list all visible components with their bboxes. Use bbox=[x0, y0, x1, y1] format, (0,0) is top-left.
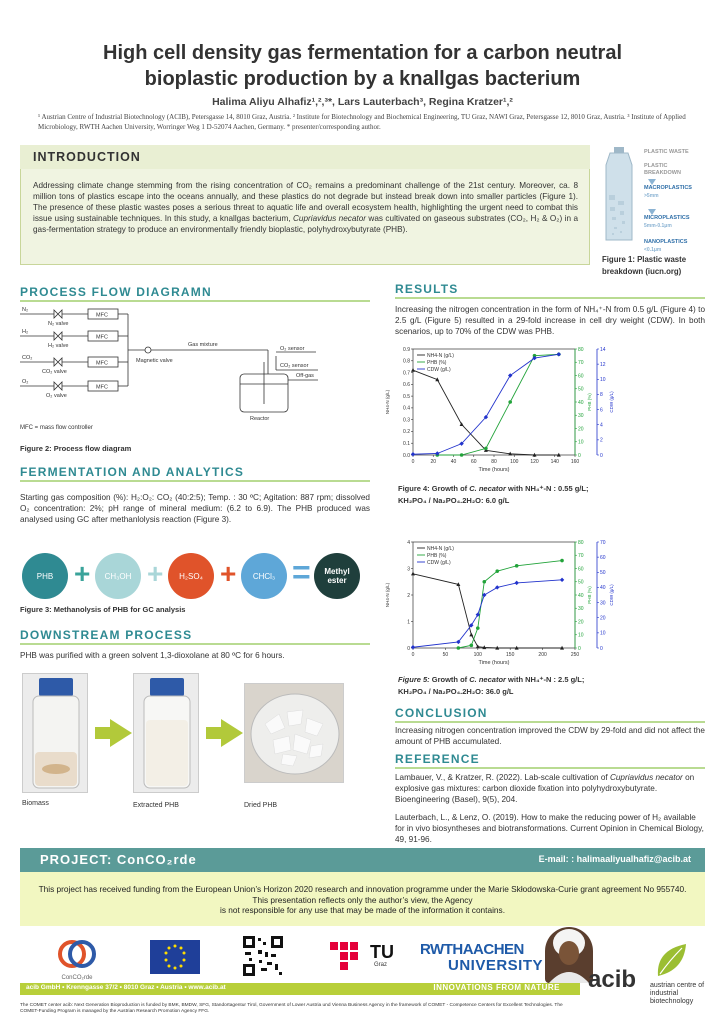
x-tick-label: 0 bbox=[411, 652, 415, 658]
y-tick-label: 0.3 bbox=[403, 417, 410, 424]
y2-tick-label: 60 bbox=[578, 566, 584, 573]
x-tick-label: 160 bbox=[570, 459, 580, 465]
y2-tick-label: 80 bbox=[578, 346, 584, 353]
conclusion-text: Increasing nitrogen concentration improved the CDW by 29-fold and did not affect the amount of PHB accumulated. bbox=[395, 726, 705, 746]
mfc-2-label: MFC bbox=[96, 334, 108, 341]
biomass-photo bbox=[22, 673, 88, 793]
y3-tick-label: 12 bbox=[600, 361, 606, 368]
x-tick-label: 50 bbox=[442, 652, 449, 658]
data-point bbox=[476, 644, 480, 648]
y-axis-label: NH4-N (g/L) bbox=[385, 389, 390, 415]
y2-axis-label: PHB (%) bbox=[587, 393, 592, 411]
reagent-sulfuric-acid: H₂SO₄ bbox=[168, 553, 214, 599]
acib-logo-text: acib bbox=[588, 966, 637, 993]
conco2rde-logo-icon bbox=[52, 938, 102, 970]
rwth-logo-line-2: UNIVERSITY bbox=[448, 957, 544, 974]
y-tick-label: 2 bbox=[407, 592, 410, 599]
y2-tick-label: 0 bbox=[578, 645, 581, 652]
gas-o2-label: O₂ bbox=[22, 379, 29, 385]
process-flow-diagram bbox=[18, 304, 338, 424]
data-point bbox=[557, 352, 561, 356]
conco2rde-logo bbox=[52, 938, 102, 981]
data-point bbox=[457, 646, 461, 650]
y2-tick-label: 70 bbox=[578, 553, 584, 560]
data-point bbox=[411, 572, 415, 576]
y2-tick-label: 40 bbox=[578, 592, 584, 599]
conclusion-heading: CONCLUSION bbox=[395, 706, 488, 720]
eu-stars-icon bbox=[150, 940, 200, 974]
o2-sensor-label: O₂ sensor bbox=[280, 346, 305, 352]
legend-entry: CDW (g/L) bbox=[427, 559, 451, 566]
fig5-caption-d: KH₂PO₄ / Na₂PO₄.2H₂O: 36.0 g/L bbox=[398, 687, 514, 696]
introduction-header bbox=[20, 145, 590, 169]
footer-address: acib GmbH • Krenngasse 37/2 • 8010 Graz • Austria • www.acib.at bbox=[26, 984, 226, 991]
tu-logo-text: TU bbox=[370, 942, 394, 962]
y-tick-label: 0.4 bbox=[403, 405, 410, 412]
acib-leaf-icon bbox=[650, 940, 690, 980]
title-line-1: High cell density gas fermentation for a carbon neutral bbox=[103, 42, 622, 64]
footer-bar bbox=[20, 983, 580, 995]
affiliations: ¹ Austrian Centre of Industrial Biotechnology (ACIB), Petersgasse 14, 8010 Graz, Austria. ² Institute for Biotechnology and Biochemical Engineering, TU Graz, NAWI Graz, Petersgasse 12, 8010 Graz, Austria. ³ Institute of Applied Microbiology, RWTH Aachen University, Worringer Weg 1 D-52074 Aachen, Germany. * presenter/corresponding author. bbox=[38, 113, 686, 131]
fig4-caption-species: C. necator bbox=[469, 484, 506, 493]
mfc-legend: MFC = mass flow controller bbox=[20, 425, 93, 431]
data-point bbox=[470, 644, 474, 648]
y3-tick-label: 10 bbox=[600, 377, 606, 384]
fig5-caption-b: Growth of bbox=[431, 675, 470, 684]
rwth-aachen-logo bbox=[420, 941, 544, 976]
project-bar bbox=[20, 848, 705, 872]
downstream-heading: DOWNSTREAM PROCESS bbox=[20, 628, 193, 642]
intro-text-part-1: Addressing climate change stemming from the rising concentration of CO₂ remains a predominant challenge of the 21st century. Moreover, ca. 8 million tons of plastics escape into the oceans annually, and these plastics do not degrade but instead break down into smaller particles (Figure 1). The presence of these plastic wastes poses a serious threat to aquatic life and overall ecosystem health, highlighting the urgent need to combat this issue using sustainable techniques. In this study, a knallgas bacterium, bbox=[33, 181, 578, 223]
y-tick-label: 4 bbox=[407, 539, 410, 546]
legend-entry: PHB (%) bbox=[427, 359, 447, 366]
dried-phb-photo bbox=[244, 683, 344, 783]
introduction-heading: INTRODUCTION bbox=[33, 150, 141, 164]
presenter-photo bbox=[545, 927, 593, 983]
legend-entry: NH4-N (g/L) bbox=[427, 352, 454, 359]
y3-tick-label: 20 bbox=[600, 615, 606, 622]
authors: Halima Aliyu Alhafiz¹,²,³*, Lars Lauterbach³, Regina Kratzer¹,² bbox=[212, 96, 513, 108]
plus-icon-1: + bbox=[74, 558, 91, 589]
y2-axis-label: PHB (%) bbox=[587, 586, 592, 604]
x-tick-label: 140 bbox=[550, 459, 559, 465]
n2-valve-label: N₂ valve bbox=[48, 321, 69, 327]
y3-axis-label: CDW (g/L) bbox=[609, 391, 614, 413]
reagent-phb: PHB bbox=[22, 553, 68, 599]
acib-full-name: austrian centre of industrial biotechnology bbox=[650, 982, 705, 1005]
y2-tick-label: 50 bbox=[578, 579, 584, 586]
microplastics-label: MICROPLASTICS bbox=[644, 215, 690, 221]
figure-2-caption: Figure 2: Process flow diagram bbox=[20, 444, 132, 453]
funding-line-2: This presentation reflects only the author’s view, the Agency bbox=[252, 894, 473, 905]
arrow-right-icon-1 bbox=[110, 719, 132, 747]
data-point bbox=[482, 580, 486, 584]
y-tick-label: 0 bbox=[407, 645, 410, 652]
y-tick-label: 0.5 bbox=[403, 393, 410, 400]
figure-5-caption bbox=[398, 674, 708, 698]
mfc-4-label: MFC bbox=[96, 384, 108, 391]
tu-graz-blocks-icon bbox=[330, 942, 370, 972]
introduction-text bbox=[33, 180, 578, 235]
gas-co2-label: CO₂ bbox=[22, 355, 33, 361]
data-point bbox=[514, 581, 518, 585]
x-tick-label: 150 bbox=[506, 652, 515, 658]
plus-icon-3: + bbox=[220, 558, 237, 589]
y-tick-label: 0.2 bbox=[403, 429, 410, 436]
x-tick-label: 40 bbox=[450, 459, 457, 465]
y3-tick-label: 50 bbox=[600, 570, 606, 577]
y3-tick-label: 4 bbox=[600, 422, 603, 429]
contact-email[interactable]: E-mail: : halimaaliyualhafiz@acib.at bbox=[538, 854, 691, 864]
data-point bbox=[508, 400, 512, 404]
y2-tick-label: 20 bbox=[578, 619, 584, 626]
data-point bbox=[515, 564, 519, 568]
acib-logo bbox=[588, 940, 708, 1010]
ref1-b: on explosive gas mixtures: carbon dioxide fixation into polyhydroxybutyrate. Bioengineering (Basel), 9(5), 204. bbox=[395, 773, 695, 804]
intro-text-part-2: was cultivated on gaseous substrates (CO₂, H₂ & O₂) in a gas-fermentation strategy to produce an environmentally friendly bioplastic, polyhydroxybutyrate (PHB). bbox=[33, 214, 578, 234]
data-point bbox=[484, 447, 488, 451]
nanoplastics-size: <0.1μm bbox=[644, 247, 662, 253]
results-text: Increasing the nitrogen concentration in the form of NH₄⁺-N from 0.5 g/L (Figure 4) to 2.5 g/L (Figure 5) resulted in a 29-fold increase in cell dry weight (CDW). In both scenarios, up to 70% of the CDW was PHB. bbox=[395, 305, 705, 336]
fermentation-heading: FERMENTATION AND ANALYTICS bbox=[20, 465, 245, 479]
y2-tick-label: 0 bbox=[578, 452, 581, 459]
results-heading: RESULTS bbox=[395, 282, 459, 296]
y2-tick-label: 50 bbox=[578, 386, 584, 393]
y-tick-label: 1 bbox=[407, 619, 410, 626]
rwth-logo-line-1: RWTHAACHEN bbox=[420, 941, 524, 958]
figure-3-caption: Figure 3: Methanolysis of PHB for GC analysis bbox=[20, 605, 186, 614]
dried-phb-label: Dried PHB bbox=[244, 802, 278, 809]
data-point bbox=[469, 633, 473, 637]
microplastics-size: 5mm-0.1μm bbox=[644, 223, 672, 229]
fermentation-rule bbox=[20, 480, 370, 482]
y-tick-label: 3 bbox=[407, 566, 410, 573]
y2-tick-label: 80 bbox=[578, 539, 584, 546]
gas-h2-label: H₂ bbox=[22, 329, 29, 335]
conco2rde-logo-text: ConCO₂rde bbox=[61, 975, 93, 981]
biomass-label: Biomass bbox=[22, 800, 49, 807]
data-point bbox=[495, 569, 499, 573]
funding-line-3: is not responsible for any use that may be made of the information it contains. bbox=[219, 905, 505, 915]
plastic-breakdown-label: PLASTIC BREAKDOWN bbox=[644, 163, 681, 176]
h2-valve-label: H₂ valve bbox=[48, 343, 69, 349]
data-point bbox=[411, 645, 415, 649]
series-line-2 bbox=[413, 580, 562, 647]
offgas-label: Off-gas bbox=[296, 373, 314, 379]
data-point bbox=[560, 578, 564, 582]
y3-tick-label: 60 bbox=[600, 554, 606, 561]
results-rule bbox=[395, 297, 705, 299]
series-line-0 bbox=[413, 574, 562, 648]
tu-graz-logo bbox=[330, 942, 400, 976]
series-line-1 bbox=[437, 354, 559, 455]
process-flow-heading: PROCESS FLOW DIAGRAMN bbox=[20, 285, 212, 299]
fig4-caption-c: KH₂PO₄ / Na₂PO₄.2H₂O: 6.0 g/L bbox=[398, 496, 510, 505]
mfc-3-label: MFC bbox=[96, 360, 108, 367]
project-label: PROJECT: ConCO₂rde bbox=[40, 852, 197, 867]
data-point bbox=[560, 559, 564, 563]
equals-icon: = bbox=[292, 554, 311, 590]
downstream-text: PHB was purified with a green solvent 1,3-dioxolane at 80 ºC for 6 hours. bbox=[20, 651, 285, 660]
y2-tick-label: 30 bbox=[578, 606, 584, 613]
presenter-avatar-icon bbox=[545, 927, 593, 983]
plastic-waste-label: PLASTIC WASTE bbox=[644, 149, 689, 155]
legend-entry: CDW (g/L) bbox=[427, 366, 451, 373]
y-tick-label: 0.6 bbox=[403, 382, 410, 389]
x-tick-label: 20 bbox=[430, 459, 437, 465]
y-tick-label: 0.0 bbox=[403, 452, 410, 459]
y3-tick-label: 0 bbox=[600, 645, 603, 652]
conclusion-rule bbox=[395, 721, 705, 723]
y3-tick-label: 30 bbox=[600, 600, 606, 607]
title-line-2: bioplastic production by a knallgas bacterium bbox=[144, 68, 581, 90]
qr-code-graphic bbox=[243, 936, 283, 976]
x-tick-label: 250 bbox=[570, 652, 580, 658]
y2-tick-label: 10 bbox=[578, 632, 584, 639]
x-tick-label: 80 bbox=[491, 459, 497, 465]
y2-tick-label: 30 bbox=[578, 413, 584, 420]
ref1-a: Lambauer, V., & Kratzer, R. (2022). Lab-scale cultivation of bbox=[395, 773, 610, 782]
reference-2: Lauterbach, L., & Lenz, O. (2019). How to make the reducing power of H₂ available for in vivo biosyntheses and biotransformations. Current Opinion in Chemical Biology, 49, 91-96. bbox=[395, 813, 704, 844]
y3-tick-label: 10 bbox=[600, 630, 606, 637]
funding-text bbox=[35, 884, 690, 916]
reactor-label: Reactor bbox=[250, 416, 270, 422]
data-point bbox=[495, 585, 499, 589]
x-tick-label: 200 bbox=[538, 652, 547, 658]
nanoplastics-label: NANOPLASTICS bbox=[644, 239, 688, 245]
eu-flag-logo bbox=[150, 940, 200, 974]
poster-title bbox=[40, 40, 685, 92]
fig5-caption-c: with NH₄⁺-N : 2.5 g/L; bbox=[505, 675, 585, 684]
x-tick-label: 60 bbox=[470, 459, 477, 465]
reagent-chloroform: CHCl₃ bbox=[241, 553, 287, 599]
plus-icon-2: + bbox=[147, 558, 164, 589]
x-tick-label: 0 bbox=[411, 459, 415, 465]
figure-4-caption bbox=[398, 483, 708, 507]
legend-entry: NH4-N (g/L) bbox=[427, 545, 454, 552]
y3-tick-label: 8 bbox=[600, 392, 603, 399]
arrow-right-icon-2 bbox=[221, 719, 243, 747]
reagent-methanol: CH₃OH bbox=[95, 553, 141, 599]
data-point bbox=[460, 422, 464, 426]
bottle-extracted-icon bbox=[134, 674, 199, 793]
y2-tick-label: 60 bbox=[578, 373, 584, 380]
y2-tick-label: 20 bbox=[578, 426, 584, 433]
fig4-caption-b: with NH₄⁺-N : 0.55 g/L; bbox=[505, 484, 589, 493]
qr-code-icon[interactable] bbox=[243, 936, 283, 976]
data-point bbox=[411, 452, 415, 456]
data-point bbox=[460, 453, 464, 457]
y3-tick-label: 70 bbox=[600, 539, 606, 546]
magnetic-valve-label: Magnetic valve bbox=[136, 358, 173, 364]
footer-tagline: INNOVATIONS FROM NATURE bbox=[433, 983, 560, 992]
figure-1-caption: Figure 1: Plastic waste breakdown (iucn.org) bbox=[602, 255, 687, 276]
y2-tick-label: 40 bbox=[578, 399, 584, 406]
data-point bbox=[411, 368, 415, 372]
fermentation-text: Starting gas composition (%): H₂:O₂: CO₂ (40:2:5); Temp. : 30 ºC; Agitation: 887 rpm; dissolved O₂ concentration: 2%; pH range of mineral medium: (6.2 to 6.9). The PHB produced was analysed using GC after methanlolysis reaction (Figure 3). bbox=[20, 493, 370, 524]
data-point bbox=[476, 626, 480, 630]
co2-sensor-label: CO₂ sensor bbox=[280, 363, 309, 369]
y3-tick-label: 40 bbox=[600, 585, 606, 592]
y3-tick-label: 2 bbox=[600, 437, 603, 444]
figure-5-chart bbox=[375, 536, 635, 676]
x-axis-label: Time (hours) bbox=[478, 660, 510, 666]
x-axis-label: Time (hours) bbox=[478, 467, 510, 473]
intro-species: Cupriavidus necator bbox=[293, 214, 366, 223]
reference-rule bbox=[395, 767, 705, 769]
x-tick-label: 120 bbox=[530, 459, 539, 465]
downstream-rule bbox=[20, 643, 370, 645]
y3-tick-label: 0 bbox=[600, 452, 603, 459]
y3-tick-label: 6 bbox=[600, 407, 603, 414]
y3-axis-label: CDW (g/L) bbox=[609, 584, 614, 606]
y-tick-label: 0.8 bbox=[403, 358, 410, 365]
fig5-caption-a: Figure 5: bbox=[398, 675, 432, 684]
extracted-phb-photo bbox=[133, 673, 199, 793]
fig4-caption-a: Figure 4: Growth of bbox=[398, 484, 470, 493]
mfc-1-label: MFC bbox=[96, 312, 108, 319]
reference-1 bbox=[395, 772, 705, 805]
series-line-0 bbox=[413, 370, 559, 455]
macroplastics-size: >5mm bbox=[644, 193, 659, 199]
gas-n2-label: N₂ bbox=[22, 307, 29, 313]
series-line-1 bbox=[458, 561, 562, 648]
y2-tick-label: 70 bbox=[578, 360, 584, 367]
y-tick-label: 0.1 bbox=[403, 441, 410, 448]
extracted-phb-label: Extracted PHB bbox=[133, 802, 179, 809]
o2-valve-label: O₂ valve bbox=[46, 393, 67, 399]
y-tick-label: 0.7 bbox=[403, 370, 410, 377]
dish-dried-phb-icon bbox=[245, 684, 344, 783]
funding-line-1: This project has received funding from the European Union’s Horizon 2020 research and innovation programme under the Marie Skłodowska-Curie grant agreement No 955740. bbox=[38, 884, 687, 894]
y-tick-label: 0.9 bbox=[403, 346, 410, 353]
co2-valve-label: CO₂ valve bbox=[42, 369, 67, 375]
x-tick-label: 100 bbox=[473, 652, 482, 658]
reference-heading: REFERENCE bbox=[395, 752, 480, 766]
footer-fine-print: The COMET center acib: Next Generation Bioproduction is funded by BMK, BMDW, SFG, Standortagentur Tirol, Government of Lower Austria und Vienna Business Agency in the framework of COMET - Competence Centers for Excellent Technologies. The COMET-Funding Program is managed by the Austrian Research Promotion Agency FFG. bbox=[20, 1003, 563, 1014]
process-flow-rule bbox=[20, 300, 370, 302]
gas-mixture-label: Gas mixture bbox=[188, 342, 218, 348]
x-tick-label: 100 bbox=[510, 459, 519, 465]
bottle-biomass-icon bbox=[23, 674, 88, 793]
y3-tick-label: 14 bbox=[600, 346, 606, 353]
y2-tick-label: 10 bbox=[578, 439, 584, 446]
legend-entry: PHB (%) bbox=[427, 552, 447, 559]
y-axis-label: NH4-N (g/L) bbox=[385, 582, 390, 608]
product-methyl-ester: Methyl ester bbox=[314, 553, 360, 599]
graz-logo-text: Graz bbox=[374, 962, 388, 968]
fig5-caption-species: C. necator bbox=[469, 675, 506, 684]
macroplastics-label: MACROPLASTICS bbox=[644, 185, 692, 191]
figure-4-chart bbox=[375, 343, 635, 483]
ref1-species: Cupriavidus necator bbox=[609, 773, 683, 782]
